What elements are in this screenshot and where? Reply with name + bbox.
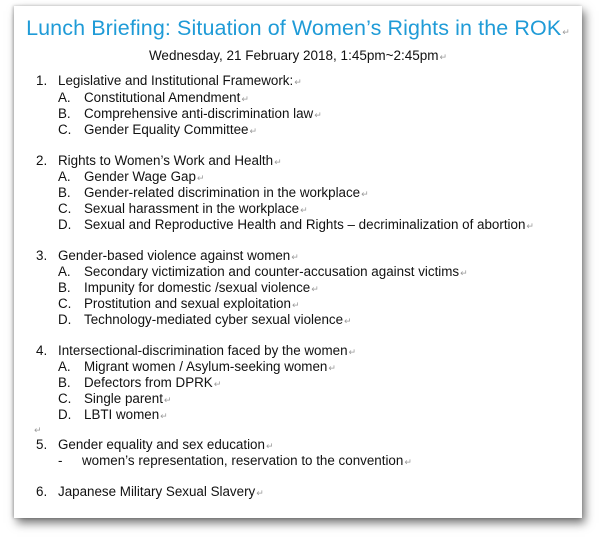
paragraph-mark: ↵ xyxy=(562,27,570,37)
paragraph-mark: ↵ xyxy=(163,395,172,405)
item-text: Gender Equality Committee xyxy=(84,122,249,137)
section-title: Intersectional-discrimination faced by the women xyxy=(58,343,348,358)
paragraph-mark: ↵ xyxy=(196,173,205,183)
section-number: 1. xyxy=(36,73,48,88)
section-title: Gender equality and sex education xyxy=(58,437,265,452)
item-marker: D. xyxy=(58,407,72,422)
list-item xyxy=(58,201,308,218)
item-marker: B. xyxy=(58,106,71,121)
section-heading xyxy=(36,484,264,501)
paragraph-mark: ↵ xyxy=(294,77,302,87)
section-heading xyxy=(36,343,356,360)
item-marker: B. xyxy=(58,280,71,295)
paragraph-mark: ↵ xyxy=(404,457,412,467)
item-marker: C. xyxy=(58,201,72,216)
list-item xyxy=(58,122,257,139)
section-number: 6. xyxy=(36,484,48,499)
item-marker: B. xyxy=(58,375,71,390)
list-item xyxy=(58,106,322,123)
item-text: Prostitution and sexual exploitation xyxy=(84,296,291,311)
list-item xyxy=(58,391,171,408)
item-marker: C. xyxy=(58,296,72,311)
paragraph-mark: ↵ xyxy=(160,411,168,421)
paragraph-mark: ↵ xyxy=(361,189,369,199)
item-marker: A. xyxy=(58,169,71,184)
list-item xyxy=(58,185,369,202)
section-title: Legislative and Institutional Framework: xyxy=(58,73,294,88)
paragraph-mark: ↵ xyxy=(300,205,308,215)
item-text: Comprehensive anti-discrimination law xyxy=(84,106,314,121)
paragraph-mark: ↵ xyxy=(274,157,282,167)
item-marker: - xyxy=(58,453,63,468)
item-marker: C. xyxy=(58,391,72,406)
item-text: LBTI women xyxy=(84,407,160,422)
section-heading xyxy=(36,437,274,454)
item-text: Defectors from DPRK xyxy=(84,375,213,390)
item-text: Secondary victimization and counter-accusation against victims xyxy=(84,264,460,279)
item-text: Sexual and Reproductive Health and Rights – decriminalization of abortion xyxy=(84,217,526,232)
item-text: Technology-mediated cyber sexual violence xyxy=(84,312,344,327)
list-item xyxy=(58,375,221,392)
paragraph-mark: ↵ xyxy=(34,425,42,435)
item-text: Gender Wage Gap xyxy=(84,169,196,184)
item-text: Constitutional Amendment xyxy=(84,90,241,105)
list-item xyxy=(58,169,204,186)
paragraph-mark: ↵ xyxy=(291,300,300,310)
list-item xyxy=(58,312,352,329)
section-title: Gender-based violence against women xyxy=(58,248,291,263)
paragraph-mark: ↵ xyxy=(213,379,222,389)
paragraph-mark: ↵ xyxy=(291,252,299,262)
paragraph-mark: ↵ xyxy=(439,52,448,62)
section-heading xyxy=(36,153,282,170)
document-subtitle: Wednesday, 21 February 2018, 1:45pm~2:45pm↵ xyxy=(148,48,448,63)
list-item xyxy=(58,217,534,234)
paragraph-mark: ↵ xyxy=(241,94,249,104)
paragraph-mark: ↵ xyxy=(344,316,352,326)
section-title: Japanese Military Sexual Slavery xyxy=(58,484,256,499)
item-text: Impunity for domestic /sexual violence xyxy=(84,280,311,295)
list-item xyxy=(58,407,168,424)
item-marker: B. xyxy=(58,185,71,200)
list-item xyxy=(58,280,319,297)
paragraph-mark: ↵ xyxy=(348,347,357,357)
paragraph-mark: ↵ xyxy=(256,488,264,498)
paragraph-mark: ↵ xyxy=(526,221,534,231)
paragraph-mark: ↵ xyxy=(460,268,468,278)
paragraph-mark: ↵ xyxy=(328,363,336,373)
section-number: 3. xyxy=(36,248,48,263)
paragraph-mark: ↵ xyxy=(265,441,274,451)
section-number: 2. xyxy=(36,153,48,168)
list-item xyxy=(58,296,300,313)
item-marker: C. xyxy=(58,122,72,137)
item-text: Gender-related discrimination in the workplace xyxy=(84,185,361,200)
item-text: Migrant women / Asylum-seeking women xyxy=(84,359,328,374)
item-marker: D. xyxy=(58,312,72,327)
list-item xyxy=(58,264,468,281)
section-number: 5. xyxy=(36,437,48,452)
item-text: women’s representation, reservation to the convention xyxy=(82,453,404,468)
item-text: Single parent xyxy=(84,391,163,406)
section-number: 4. xyxy=(36,343,48,358)
paragraph-mark: ↵ xyxy=(249,126,258,136)
item-marker: A. xyxy=(58,359,71,374)
section-heading xyxy=(36,73,302,90)
section-title: Rights to Women’s Work and Health xyxy=(58,153,274,168)
document-title: Lunch Briefing: Situation of Women’s Rights in the ROK↵ xyxy=(26,16,570,40)
paragraph-mark: ↵ xyxy=(314,110,322,120)
item-text: Sexual harassment in the workplace xyxy=(84,201,300,216)
item-marker: A. xyxy=(58,90,71,105)
item-marker: D. xyxy=(58,217,72,232)
list-item xyxy=(58,359,336,376)
item-marker: A. xyxy=(58,264,71,279)
paragraph-mark: ↵ xyxy=(311,284,319,294)
section-heading xyxy=(36,248,299,265)
list-item xyxy=(58,90,249,107)
document-page xyxy=(14,6,582,518)
list-item xyxy=(58,453,412,470)
